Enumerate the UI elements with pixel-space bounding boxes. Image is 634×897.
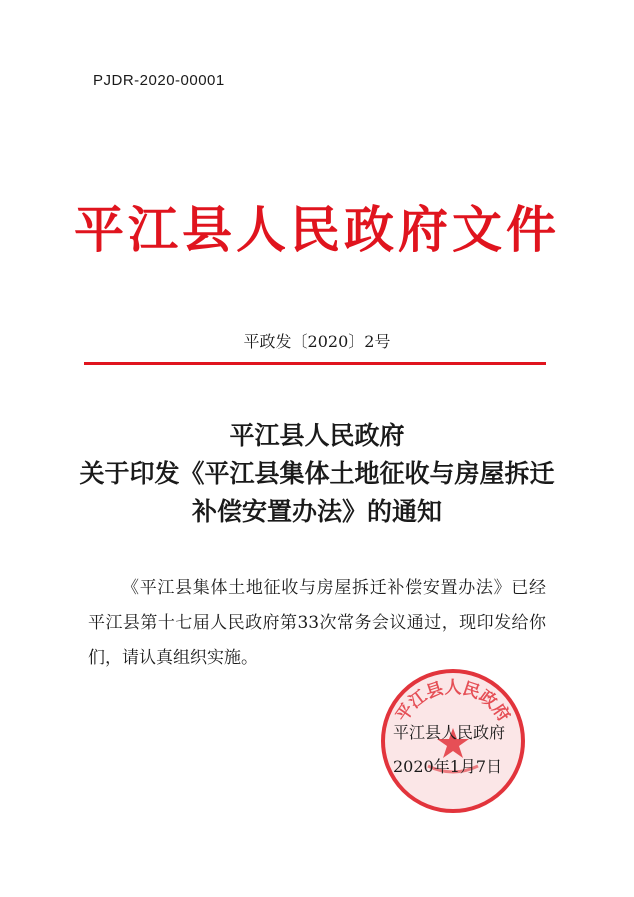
notice-title [0, 417, 634, 531]
issue-number: 平政发〔2020〕2号 [243, 332, 391, 351]
masthead-title: 平江县人民政府文件 [74, 200, 560, 259]
issuer-name: 平江县人民政府 [393, 723, 506, 742]
body-text: 《平江县集体土地征收与房屋拆迁补偿安置办法》已经平江县第十七届人民政府第33次常务会议通过，现印发给你们，请认真组织实施。 [88, 578, 546, 668]
title-line-1: 平江县人民政府 [229, 421, 405, 450]
title-line-3: 补偿安置办法》的通知 [191, 497, 442, 526]
seal-arc-text: 平江县人民政府 [392, 678, 514, 726]
issue-date: 2020年1月7日 [393, 757, 503, 776]
title-line-2: 关于印发《平江县集体土地征收与房屋拆迁 [79, 459, 555, 488]
body-paragraph [88, 571, 546, 676]
red-divider-line [84, 362, 546, 365]
document-id: PJDR-2020-00001 [93, 72, 225, 89]
